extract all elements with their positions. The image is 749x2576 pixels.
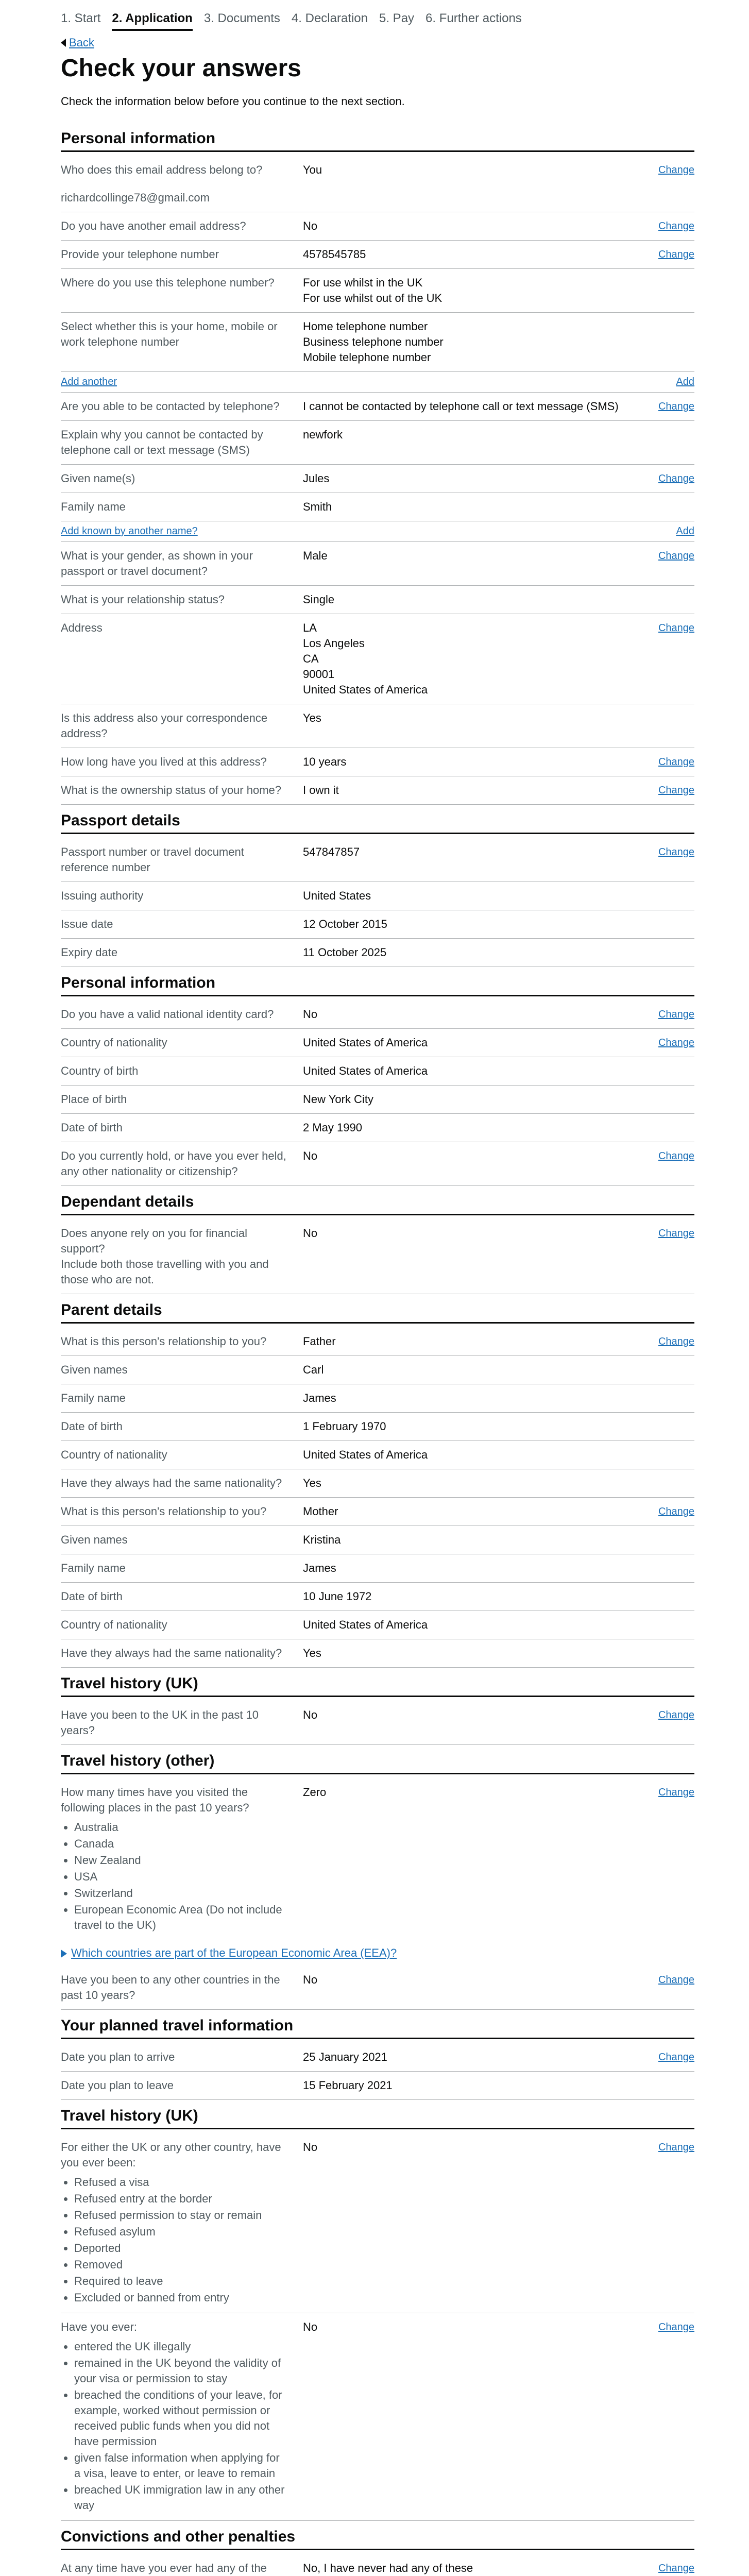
caret-right-icon <box>61 1950 67 1958</box>
row-key: Given name(s) <box>61 472 135 485</box>
row-value: No <box>303 2141 318 2154</box>
row-value: 10 June 1972 <box>303 1590 372 1603</box>
section-personal-information-2: Personal information <box>61 974 694 996</box>
add-another-row <box>61 372 694 393</box>
row-value: LA Los Angeles CA 90001 United States of America <box>303 621 428 696</box>
row-key: Date of birth <box>61 1420 123 1433</box>
row-key: Country of nationality <box>61 1036 167 1049</box>
row-value: Father <box>303 1335 336 1348</box>
summary-row <box>61 2043 694 2072</box>
summary-row <box>61 1701 694 1745</box>
row-key: For either the UK or any other country, have you ever been: • Refused a visa • Refused entry at the border • Refused permission to stay or remain • Refused asylum • Deported • Removed • Required to leave • Excluded or banned from entry <box>61 2140 303 2307</box>
summary-row <box>61 1086 694 1114</box>
immigration-breach-list: • entered the UK illegally • remained in the UK beyond the validity of your visa or permission to stay • breached the conditions of your leave, for example, worked without permission or received public funds when you did not have permission • given false information when applying for a visa, leave to enter, or leave to remain • breached UK immigration law in any other way <box>61 2339 287 2513</box>
row-key: Given names <box>61 1363 128 1376</box>
change-link[interactable]: Change <box>658 1150 694 1162</box>
row-value: For use whilst in the UK For use whilst out of the UK <box>303 276 442 304</box>
row-key: Date of birth <box>61 1121 123 1134</box>
page-title: Check your answers <box>61 55 301 82</box>
summary-row <box>61 421 694 465</box>
section-parent-details: Parent details <box>61 1301 694 1324</box>
row-value: No <box>303 1227 318 1240</box>
step-further-actions[interactable]: 6. Further actions <box>425 11 522 25</box>
change-link[interactable]: Change <box>658 1037 694 1048</box>
row-value: Yes <box>303 1647 321 1659</box>
row-key: Country of nationality <box>61 1618 167 1631</box>
summary-row <box>61 838 694 882</box>
row-key: What is the ownership status of your home? <box>61 784 281 796</box>
row-value: United States of America <box>303 1036 428 1049</box>
summary-row <box>61 910 694 939</box>
row-value: No <box>303 1149 318 1162</box>
change-link[interactable]: Change <box>658 785 694 796</box>
row-value: United States <box>303 889 371 902</box>
summary-row <box>61 614 694 704</box>
summary-row <box>61 1498 694 1526</box>
row-key: Family name <box>61 1562 126 1574</box>
summary-row <box>61 2554 694 2576</box>
row-value: newfork <box>303 428 343 441</box>
summary-row <box>61 313 694 372</box>
step-start[interactable]: 1. Start <box>61 11 101 25</box>
summary-row <box>61 2313 694 2521</box>
row-value: United States of America <box>303 1448 428 1461</box>
refusal-list: • Refused a visa • Refused entry at the border • Refused permission to stay or remain • Refused asylum • Deported • Removed • Required to leave • Excluded or banned from entry <box>61 2175 287 2306</box>
intro-text: Check the information below before you continue to the next section. <box>61 95 405 108</box>
summary-row <box>61 882 694 910</box>
change-link[interactable]: Change <box>658 550 694 562</box>
summary-row <box>61 1778 694 1940</box>
row-key: Place of birth <box>61 1093 127 1106</box>
change-link[interactable]: Change <box>658 2052 694 2063</box>
change-link[interactable]: Change <box>658 164 694 176</box>
add-link[interactable]: Add <box>676 526 694 537</box>
row-key: Explain why you cannot be contacted by telephone call or text message (SMS) <box>61 428 263 456</box>
change-link[interactable]: Change <box>658 249 694 260</box>
row-key: Have they always had the same nationality? <box>61 1477 282 1489</box>
summary-row <box>61 465 694 493</box>
row-key: Does anyone rely on you for financial support? Include both those travelling with you and those who are not. <box>61 1227 269 1286</box>
summary-row <box>61 212 694 241</box>
row-key: Issuing authority <box>61 889 144 902</box>
row-value: I own it <box>303 784 339 796</box>
row-value: No <box>303 1008 318 1021</box>
summary-row <box>61 1029 694 1057</box>
summary-row <box>61 1114 694 1142</box>
row-value: Smith <box>303 500 332 513</box>
row-value: 10 years <box>303 755 347 768</box>
row-key: Have you been to any other countries in the past 10 years? <box>61 1973 280 2002</box>
add-another-link[interactable]: Add another <box>61 376 117 387</box>
summary-row <box>61 1328 694 1356</box>
summary-row <box>61 542 694 586</box>
row-key: Date you plan to arrive <box>61 2050 175 2063</box>
summary-row <box>61 1142 694 1186</box>
add-link[interactable]: Add <box>676 376 694 387</box>
summary-row <box>61 1611 694 1639</box>
add-known-row <box>61 521 694 542</box>
email-value: richardcollinge78@gmail.com <box>61 191 210 204</box>
summary-row <box>61 1554 694 1583</box>
row-key: Given names <box>61 1533 128 1546</box>
row-key: Family name <box>61 500 126 513</box>
section-travel-history-uk: Travel history (UK) <box>61 1675 694 1697</box>
row-key: Expiry date <box>61 946 118 959</box>
row-value: 1 February 1970 <box>303 1420 386 1433</box>
change-link[interactable]: Change <box>658 1709 694 1721</box>
summary-row <box>61 1057 694 1086</box>
row-key: Are you able to be contacted by telephone? <box>61 400 280 413</box>
row-value: United States of America <box>303 1064 428 1077</box>
row-key: Do you have a valid national identity card? <box>61 1008 274 1021</box>
row-key: How many times have you visited the following places in the past 10 years? • Australia • Canada • New Zealand • USA • Switzerland • European Economic Area (Do not include travel to the UK) <box>61 1785 303 1934</box>
row-value: Male <box>303 549 328 562</box>
row-value: No <box>303 1708 318 1721</box>
summary-row <box>61 1356 694 1384</box>
row-value: No <box>303 219 318 232</box>
progress-steps <box>61 11 522 31</box>
summary-row <box>61 1219 694 1294</box>
row-key: How long have you lived at this address? <box>61 755 267 768</box>
step-pay[interactable]: 5. Pay <box>379 11 415 25</box>
row-key: Address <box>61 621 103 634</box>
summary-row <box>61 776 694 805</box>
row-value: New York City <box>303 1093 373 1106</box>
row-key: Who does this email address belong to? <box>61 163 263 176</box>
summary-row <box>61 269 694 313</box>
section-dependant-details: Dependant details <box>61 1193 694 1215</box>
change-link[interactable]: Change <box>658 1228 694 1239</box>
back-link[interactable] <box>61 36 94 49</box>
section-travel-history-uk-2: Travel history (UK) <box>61 2107 694 2129</box>
step-declaration[interactable]: 4. Declaration <box>291 11 368 25</box>
row-value: James <box>303 1392 336 1404</box>
summary-row <box>61 1413 694 1441</box>
row-value: Yes <box>303 711 321 724</box>
answers-summary <box>61 123 694 2576</box>
change-link[interactable]: Change <box>658 1506 694 1517</box>
change-link[interactable]: Change <box>658 622 694 634</box>
row-key: Is this address also your correspondence address? <box>61 711 268 740</box>
row-key: Have you been to the UK in the past 10 years? <box>61 1708 259 1737</box>
row-key: Have they always had the same nationality? <box>61 1647 282 1659</box>
row-key: Have you ever: • entered the UK illegally • remained in the UK beyond the validity of your visa or permission to stay • breached the conditions of your leave, for example, worked without permission or received public funds when you did not have permission • given false information when applying for a visa, leave to enter, or leave to remain • breached UK immigration law in any other way <box>61 2319 303 2514</box>
row-value: No <box>303 1973 318 1986</box>
section-planned-travel: Your planned travel information <box>61 2017 694 2039</box>
section-personal-information: Personal information <box>61 130 694 152</box>
back-arrow-icon <box>61 39 66 47</box>
row-value: 15 February 2021 <box>303 2079 393 2092</box>
row-key: Date of birth <box>61 1590 123 1603</box>
summary-row <box>61 2133 694 2313</box>
change-link[interactable]: Change <box>658 2321 694 2333</box>
summary-row <box>61 704 694 748</box>
row-key: Do you currently hold, or have you ever held, any other nationality or citizenship? <box>61 1149 286 1178</box>
summary-row <box>61 184 694 212</box>
summary-row <box>61 493 694 521</box>
summary-row <box>61 1001 694 1029</box>
summary-row <box>61 1583 694 1611</box>
summary-row <box>61 748 694 776</box>
summary-row <box>61 586 694 614</box>
row-key: Where do you use this telephone number? <box>61 276 275 289</box>
row-key: What is your gender, as shown in your passport or travel document? <box>61 549 253 578</box>
row-key: Issue date <box>61 918 113 930</box>
row-key: Provide your telephone number <box>61 248 219 261</box>
row-value: No <box>303 2320 318 2333</box>
row-value: 25 January 2021 <box>303 2050 387 2063</box>
row-value: Carl <box>303 1363 324 1376</box>
row-key: Family name <box>61 1392 126 1404</box>
eea-details-toggle[interactable] <box>61 1940 694 1966</box>
change-link[interactable]: Change <box>658 846 694 858</box>
row-value: Home telephone number Business telephone number Mobile telephone number <box>303 320 444 364</box>
summary-row <box>61 1441 694 1469</box>
row-value: Mother <box>303 1505 338 1518</box>
row-value: 11 October 2025 <box>303 946 387 959</box>
summary-row <box>61 1639 694 1668</box>
change-link[interactable]: Change <box>658 756 694 768</box>
add-known-by-link[interactable]: Add known by another name? <box>61 526 198 537</box>
row-value: Kristina <box>303 1533 341 1546</box>
summary-row <box>61 1384 694 1413</box>
summary-row <box>61 1966 694 2010</box>
summary-row <box>61 393 694 421</box>
row-key: What is this person's relationship to you? <box>61 1505 267 1518</box>
step-application[interactable]: 2. Application <box>112 11 192 31</box>
row-key: What is this person's relationship to you? <box>61 1335 267 1348</box>
change-link[interactable]: Change <box>658 1009 694 1020</box>
change-link[interactable]: Change <box>658 2142 694 2153</box>
row-value: I cannot be contacted by telephone call or text message (SMS) <box>303 400 619 413</box>
back-label: Back <box>69 36 94 49</box>
change-link[interactable]: Change <box>658 1974 694 1986</box>
row-key: Do you have another email address? <box>61 219 246 232</box>
row-key: Select whether this is your home, mobile or work telephone number <box>61 320 278 348</box>
row-value: You <box>303 163 322 176</box>
row-value: 547847857 <box>303 845 360 858</box>
row-value: United States of America <box>303 1618 428 1631</box>
change-link[interactable]: Change <box>658 1787 694 1798</box>
row-value: 12 October 2015 <box>303 918 387 930</box>
row-value: Zero <box>303 1786 327 1799</box>
row-value: James <box>303 1562 336 1574</box>
summary-row <box>61 2072 694 2100</box>
section-convictions: Convictions and other penalties <box>61 2528 694 2550</box>
row-key: Country of nationality <box>61 1448 167 1461</box>
change-link[interactable]: Change <box>658 473 694 484</box>
change-link[interactable]: Change <box>658 1336 694 1347</box>
eea-link[interactable]: Which countries are part of the European Economic Area (EEA)? <box>71 1946 397 1959</box>
section-passport-details: Passport details <box>61 812 694 834</box>
step-documents[interactable]: 3. Documents <box>203 11 280 25</box>
summary-row <box>61 156 694 184</box>
summary-row <box>61 1469 694 1498</box>
row-key: Passport number or travel document reference number <box>61 845 244 874</box>
row-value: Single <box>303 593 335 606</box>
summary-row <box>61 241 694 269</box>
summary-row <box>61 1526 694 1554</box>
row-value: 2 May 1990 <box>303 1121 362 1134</box>
row-key: Date you plan to leave <box>61 2079 174 2092</box>
summary-row <box>61 939 694 967</box>
row-value: Jules <box>303 472 330 485</box>
section-travel-history-other: Travel history (other) <box>61 1752 694 1774</box>
row-value: No, I have never had any of these <box>303 2562 473 2574</box>
change-link[interactable]: Change <box>658 2563 694 2574</box>
change-link[interactable]: Change <box>658 221 694 232</box>
change-link[interactable]: Change <box>658 401 694 412</box>
row-value: Yes <box>303 1477 321 1489</box>
row-key: At any time have you ever had any of the <box>61 2562 267 2574</box>
visited-places-list: • Australia • Canada • New Zealand • USA • Switzerland • European Economic Area (Do not include travel to the UK) <box>61 1820 287 1933</box>
row-key: What is your relationship status? <box>61 593 225 606</box>
row-key: Country of birth <box>61 1064 139 1077</box>
row-value: 4578545785 <box>303 248 366 261</box>
